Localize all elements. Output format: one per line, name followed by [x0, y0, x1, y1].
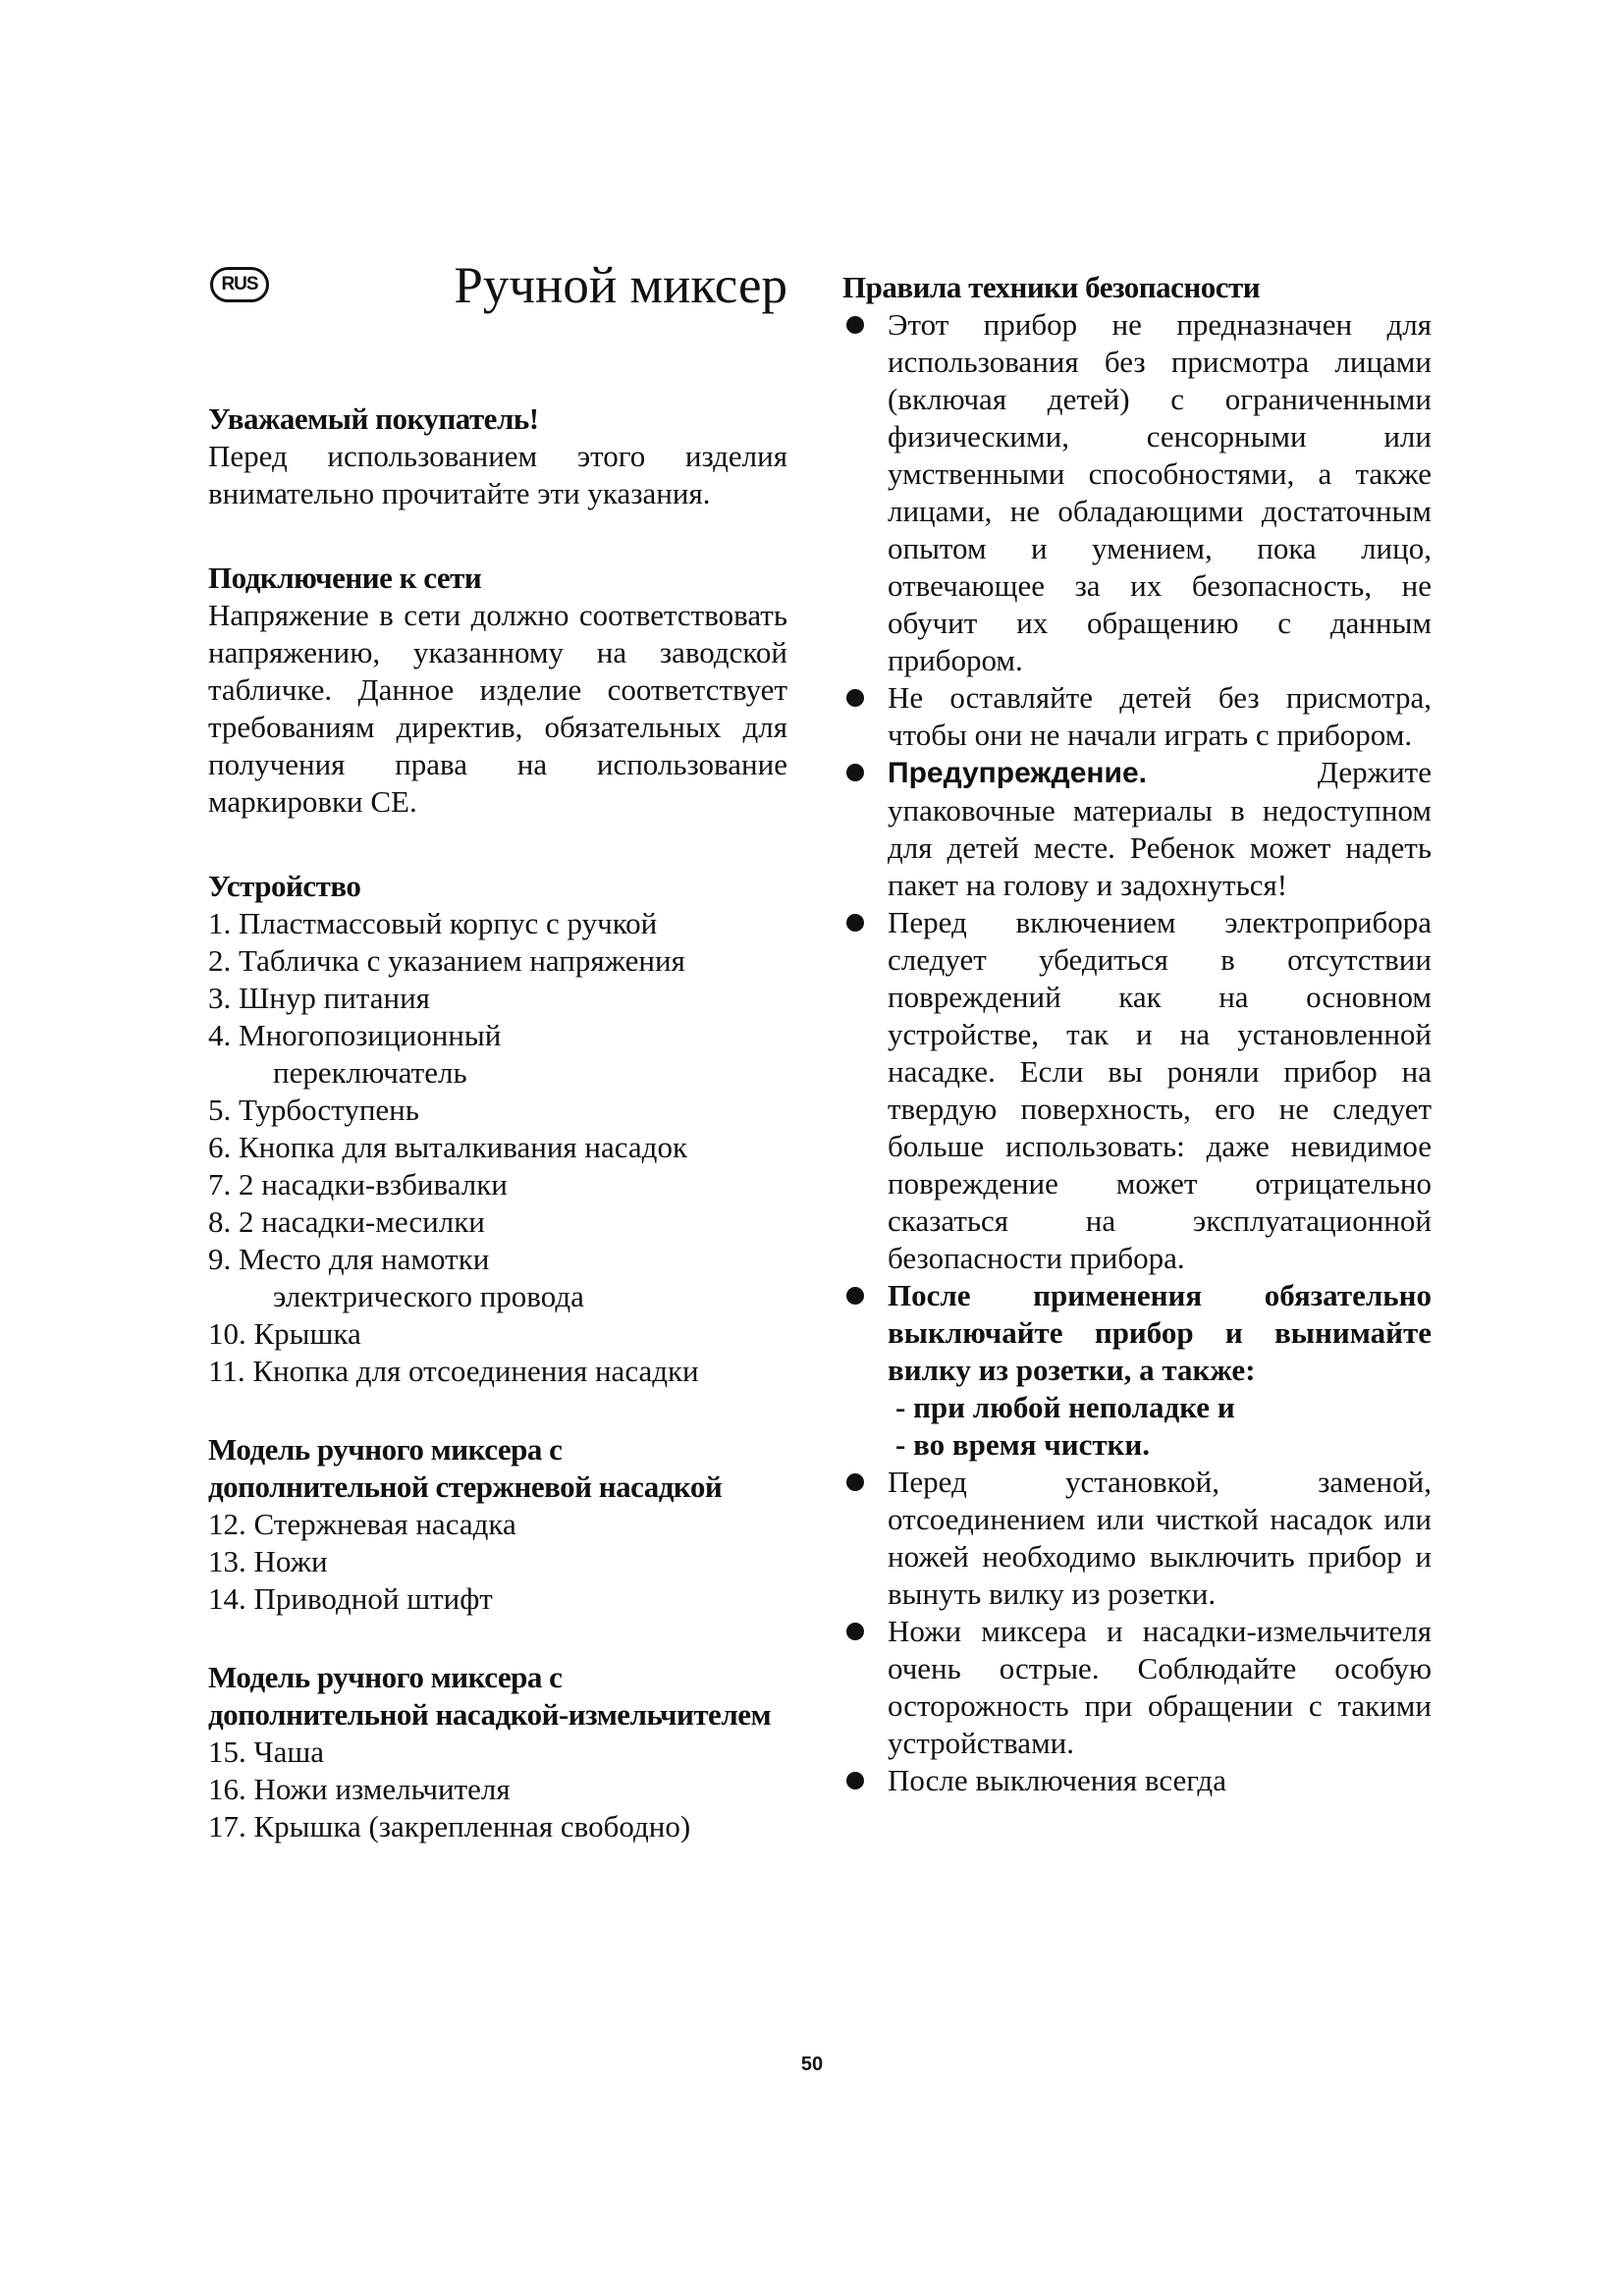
- safety-item: [842, 1613, 1432, 1762]
- item-text: 4. Многопозиционный: [208, 1018, 502, 1052]
- list-item: [208, 942, 787, 980]
- safety-item: [842, 754, 1432, 904]
- list-item: [208, 1166, 787, 1203]
- list-item: 15. Чаша: [208, 1735, 325, 1769]
- rod-model-list: [208, 1506, 787, 1618]
- list-item: 13. Ножи: [208, 1544, 328, 1578]
- safety-item: [842, 1277, 1432, 1464]
- list-item: [208, 980, 787, 1017]
- bullet-dot-icon: [846, 316, 864, 334]
- power-heading: Подключение к сети: [208, 561, 482, 595]
- device-heading: Устройство: [208, 869, 361, 903]
- item-text: 10. Крышка: [208, 1316, 361, 1351]
- safety-item-text: Перед включением электроприбора следует убедиться в отсутствии повреждений как на основном устройстве, так и на установленной насадке. Если вы роняли прибор на твердую поверхность, его не следует больше использовать: даже невидимое повреждение может отрицательно сказаться на эксплуатационной безопасности прибора.: [888, 905, 1432, 1275]
- bullet-dot-icon: [846, 1623, 864, 1640]
- bullet-dot-icon: [846, 1473, 864, 1491]
- safety-subitem: - при любой неполадке и: [895, 1390, 1235, 1424]
- safety-item-text: Этот прибор не предназначен для использования без присмотра лицами (включая детей) с ограниченными физическими, сенсорными или умственными способностями, а также лицами, не обладающими достаточным опытом и умением, пока лицо, отвечающее за их безопасность, не обучит их обращению с данным прибором.: [888, 307, 1432, 677]
- list-item: [208, 1203, 787, 1241]
- rod-model-heading: Модель ручного миксера с дополнительной стержневой насадкой: [208, 1432, 723, 1504]
- device-list: [208, 905, 787, 1390]
- safety-item-text: Не оставляйте детей без присмотра, чтобы они не начали играть с прибором.: [888, 680, 1432, 752]
- bullet-dot-icon: [846, 764, 864, 781]
- safety-item-text: Перед установкой, заменой, отсоединением или чисткой насадок или ножей необходимо выключить прибор и вынуть вилку из розетки.: [888, 1465, 1432, 1611]
- greeting-section: [208, 400, 787, 512]
- right-column: [842, 269, 1432, 1799]
- item-continuation: переключатель: [273, 1055, 467, 1090]
- item-continuation: электрического провода: [273, 1279, 584, 1313]
- chopper-model-heading: Модель ручного миксера с дополнительной насадкой-измельчителем: [208, 1660, 772, 1732]
- list-item: 12. Стержневая насадка: [208, 1507, 516, 1541]
- left-column: [208, 257, 787, 1845]
- item-text: 9. Место для намотки: [208, 1242, 490, 1276]
- list-item: [208, 1315, 787, 1353]
- power-section: [208, 560, 787, 821]
- bullet-dot-icon: [846, 1287, 864, 1305]
- list-item: [208, 1353, 787, 1390]
- rod-model-section: [208, 1431, 787, 1618]
- title-row: [208, 257, 787, 332]
- warning-label: Предупреждение.: [888, 757, 1147, 789]
- safety-item-text: После выключения всегда: [888, 1763, 1226, 1797]
- language-badge: RUS: [210, 267, 269, 302]
- safety-item: [842, 904, 1432, 1277]
- item-text: 3. Шнур питания: [208, 981, 430, 1015]
- safety-item-text: Держите упаковочные материалы в недоступном для детей месте. Ребенок может надеть пакет на голову и задохнуться!: [888, 755, 1432, 902]
- safety-item: [842, 679, 1432, 754]
- page-title: Ручной миксер: [454, 257, 787, 314]
- safety-item-text: Ножи миксера и насадки-измельчителя очень острые. Соблюдайте особую осторожность при обращении с такими устройствами.: [888, 1614, 1432, 1760]
- item-text: 11. Кнопка для отсоединения насадки: [208, 1354, 699, 1388]
- greeting-heading: Уважаемый покупатель!: [208, 401, 539, 436]
- safety-item-text: После применения обязательно выключайте прибор и вынимайте вилку из розетки, а также:: [888, 1278, 1432, 1387]
- list-item: 17. Крышка (закрепленная свободно): [208, 1809, 691, 1843]
- greeting-text: Перед использованием этого изделия внимательно прочитайте эти указания.: [208, 439, 787, 510]
- list-item: [208, 1092, 787, 1129]
- chopper-model-section: [208, 1659, 787, 1845]
- list-item: 16. Ножи измельчителя: [208, 1772, 511, 1806]
- safety-item: [842, 1762, 1432, 1799]
- safety-list: [842, 306, 1432, 1799]
- list-item: [208, 1241, 787, 1315]
- item-text: 7. 2 насадки-взбивалки: [208, 1167, 508, 1201]
- list-item: [208, 1129, 787, 1166]
- power-text: Напряжение в сети должно соответствовать напряжению, указанному на заводской табличке. Данное изделие соответствует требованиям директив, обязательных для получения права на использование маркировки CE.: [208, 598, 787, 819]
- page-number: 50: [800, 2054, 824, 2075]
- safety-heading: Правила техники безопасности: [842, 270, 1261, 304]
- item-text: 5. Турбоступень: [208, 1093, 419, 1127]
- list-item: [208, 905, 787, 942]
- bullet-dot-icon: [846, 914, 864, 932]
- list-item: 14. Приводной штифт: [208, 1581, 493, 1616]
- chopper-model-list: [208, 1734, 787, 1845]
- item-text: 6. Кнопка для выталкивания насадок: [208, 1130, 688, 1164]
- bullet-dot-icon: [846, 1772, 864, 1789]
- bullet-dot-icon: [846, 689, 864, 707]
- device-section: [208, 868, 787, 1390]
- item-text: 8. 2 насадки-месилки: [208, 1204, 485, 1239]
- item-text: 2. Табличка с указанием напряжения: [208, 943, 685, 978]
- safety-item: [842, 306, 1432, 679]
- list-item: [208, 1017, 787, 1092]
- safety-subitem: - во время чистки.: [895, 1427, 1151, 1462]
- safety-item: [842, 1464, 1432, 1613]
- item-text: 1. Пластмассовый корпус с ручкой: [208, 906, 658, 940]
